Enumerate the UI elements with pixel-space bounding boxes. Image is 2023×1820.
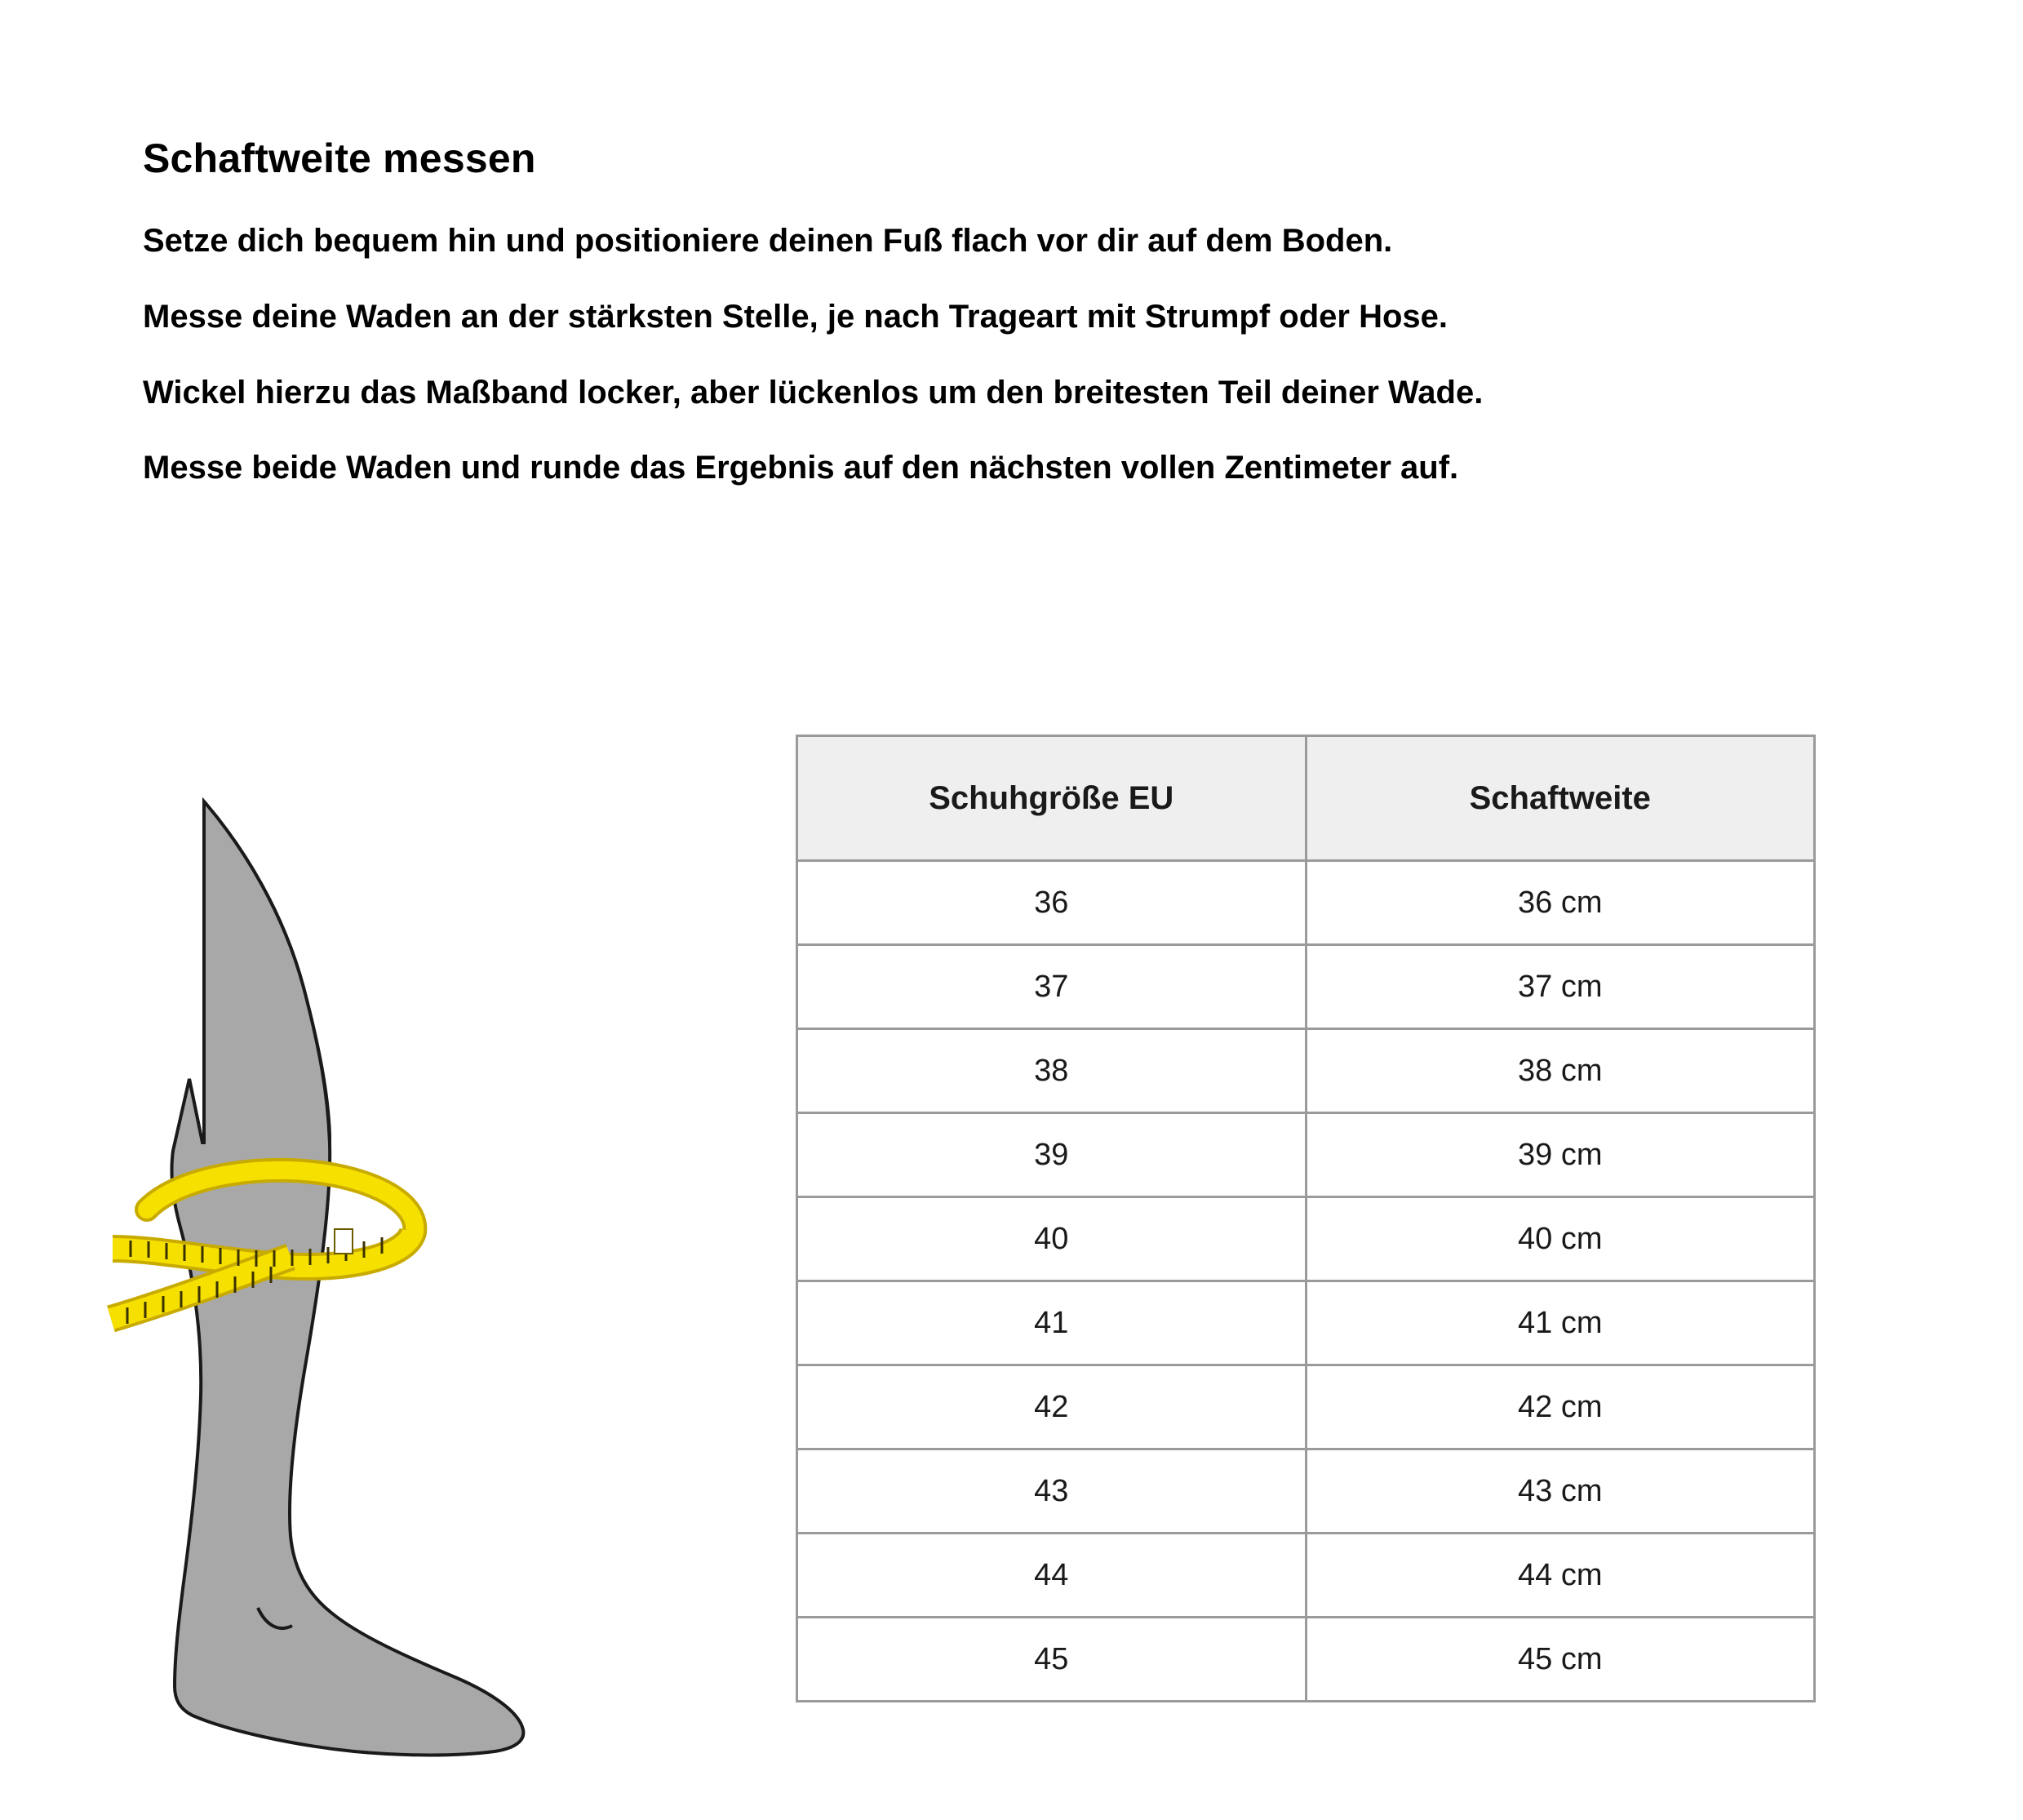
cell-shaft-width: 39 cm xyxy=(1306,1113,1815,1197)
table-row xyxy=(797,945,1815,1029)
column-header-shaft-width: Schaftweite xyxy=(1306,736,1815,861)
cell-shoe-size: 42 xyxy=(797,1365,1307,1449)
cell-shaft-width: 45 cm xyxy=(1306,1618,1815,1702)
instruction-list xyxy=(143,221,1922,488)
table-row xyxy=(797,1197,1815,1281)
table-row xyxy=(797,1365,1815,1449)
cell-shaft-width: 41 cm xyxy=(1306,1281,1815,1365)
page-title: Schaftweite messen xyxy=(143,135,536,181)
instruction-line: Setze dich bequem hin und positioniere deinen Fuß flach vor dir auf dem Boden. xyxy=(143,223,1393,259)
table-row xyxy=(797,1029,1815,1113)
cell-shaft-width: 40 cm xyxy=(1306,1197,1815,1281)
cell-shoe-size: 40 xyxy=(797,1197,1307,1281)
cell-shaft-width: 42 cm xyxy=(1306,1365,1815,1449)
shaft-width-table xyxy=(796,735,1816,1702)
table-row xyxy=(797,1534,1815,1618)
cell-shoe-size: 43 xyxy=(797,1449,1307,1534)
cell-shaft-width: 37 cm xyxy=(1306,945,1815,1029)
cell-shaft-width: 43 cm xyxy=(1306,1449,1815,1534)
table-row xyxy=(797,1113,1815,1197)
table-header-row xyxy=(797,736,1815,861)
instruction-line: Wickel hierzu das Maßband locker, aber lückenlos um den breitesten Teil deiner Wade. xyxy=(143,374,1484,411)
leg-illustration xyxy=(98,792,669,1771)
table-row xyxy=(797,861,1815,945)
instruction-line: Messe deine Waden an der stärksten Stelle, je nach Trageart mit Strumpf oder Hose. xyxy=(143,298,1448,335)
instruction-line: Messe beide Waden und runde das Ergebnis auf den nächsten vollen Zentimeter auf. xyxy=(143,450,1459,486)
size-table-container xyxy=(796,735,1816,1702)
table-row xyxy=(797,1449,1815,1534)
cell-shoe-size: 38 xyxy=(797,1029,1307,1113)
column-header-shoe-size: Schuhgröße EU xyxy=(797,736,1307,861)
tape-marker xyxy=(335,1229,353,1254)
table-row xyxy=(797,1281,1815,1365)
cell-shoe-size: 37 xyxy=(797,945,1307,1029)
lower-section xyxy=(0,718,2023,1820)
table-row xyxy=(797,1618,1815,1702)
cell-shaft-width: 36 cm xyxy=(1306,861,1815,945)
cell-shoe-size: 36 xyxy=(797,861,1307,945)
cell-shaft-width: 44 cm xyxy=(1306,1534,1815,1618)
text-content xyxy=(143,135,1922,524)
cell-shoe-size: 41 xyxy=(797,1281,1307,1365)
cell-shoe-size: 39 xyxy=(797,1113,1307,1197)
cell-shaft-width: 38 cm xyxy=(1306,1029,1815,1113)
cell-shoe-size: 45 xyxy=(797,1618,1307,1702)
cell-shoe-size: 44 xyxy=(797,1534,1307,1618)
